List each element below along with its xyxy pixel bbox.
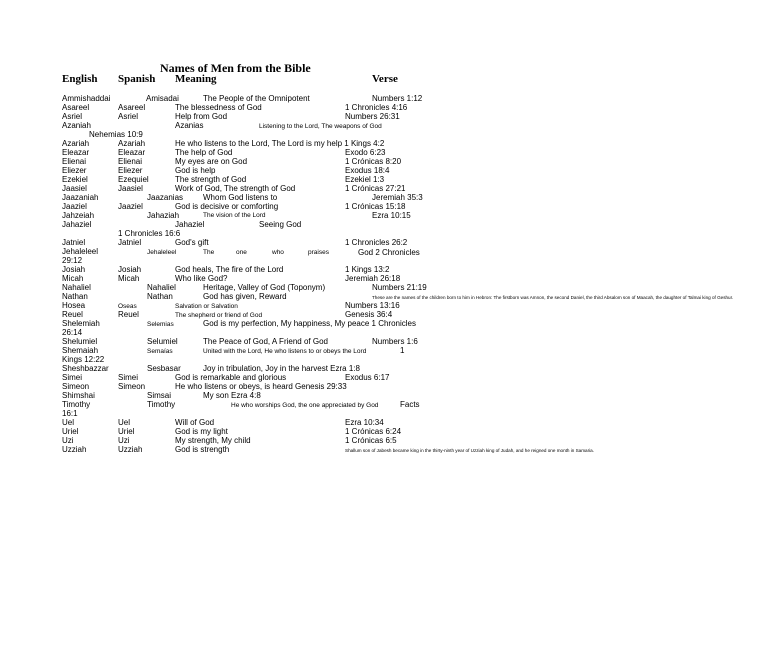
- text-line: 1 Crónicas 6:5: [345, 436, 397, 445]
- text-line: Elienai: [118, 157, 143, 166]
- text-line: The: [203, 249, 215, 256]
- header-english: English: [62, 73, 98, 85]
- text-line: Jahaziel: [175, 220, 205, 229]
- text-line: Azariah: [118, 139, 146, 148]
- text-line: Asareel: [62, 103, 90, 112]
- text-line: God is help: [175, 166, 216, 175]
- text-line: 1 Chronicles 4:16: [345, 103, 408, 112]
- text-line: Jaasiel: [118, 184, 143, 193]
- text-line: 16:1: [62, 409, 78, 418]
- text-line: 26:14: [62, 328, 83, 337]
- header-meaning: Meaning: [175, 73, 217, 85]
- text-line: 1 Chronicles 16:6: [118, 229, 181, 238]
- header-spanish: Spanish: [118, 73, 156, 85]
- text-line: Shelemiah: [62, 319, 100, 328]
- text-line: Uriel: [62, 427, 79, 436]
- text-line: My eyes are on God: [175, 157, 248, 166]
- text-line: Uzziah: [118, 445, 143, 454]
- text-line: Asriel: [62, 112, 83, 121]
- text-line: Exodus 6:17: [345, 373, 390, 382]
- text-line: Heritage, Valley of God (Toponym): [203, 283, 326, 292]
- text-line: 1: [400, 346, 405, 355]
- text-line: Jaazaniah: [62, 193, 99, 202]
- text-line: Who like God?: [175, 274, 228, 283]
- text-line: The blessedness of God: [175, 103, 262, 112]
- text-line: Ezra 10:34: [345, 418, 384, 427]
- text-line: Ezekiel 1:3: [345, 175, 385, 184]
- text-line: Numbers 1:6: [372, 337, 418, 346]
- text-line: Timothy: [147, 400, 176, 409]
- text-line: Timothy: [62, 400, 91, 409]
- text-line: 1 Crónicas 27:21: [345, 184, 406, 193]
- text-line: Jatniel: [62, 238, 86, 247]
- text-line: Jehaleleel: [62, 247, 99, 256]
- text-line: God is strength: [175, 445, 230, 454]
- text-line: He who worships God, the one appreciated by God: [231, 402, 379, 409]
- text-line: 1 Crónicas 8:20: [345, 157, 402, 166]
- text-line: 1 Kings 13:2: [345, 265, 390, 274]
- text-line: Ammishaddai: [62, 94, 111, 103]
- text-line: Josiah: [62, 265, 86, 274]
- text-line: The help of God: [175, 148, 233, 157]
- text-line: He who listens to the Lord, The Lord is my help 1 Kings 4:2: [175, 139, 385, 148]
- text-line: These are the names of the children born to him in Hebron: The firstborn was Amnon, the second Daniel, the third Absalom son of Maacah, the daughter of Talmai king of Geshur.: [372, 295, 734, 300]
- text-line: Shelumiel: [62, 337, 98, 346]
- text-line: Salvation or Salvation: [175, 303, 238, 310]
- text-line: Ezra 10:15: [372, 211, 411, 220]
- text-line: Eleazar: [62, 148, 90, 157]
- text-line: Shallum son of Jabesh became king in the thirty-ninth year of Uzziah king of Judah, and he reigned one month in Samaria.: [345, 448, 594, 453]
- text-line: Seeing God: [259, 220, 302, 229]
- text-line: Whom God listens to: [203, 193, 278, 202]
- text-line: Oseas: [118, 303, 137, 310]
- text-line: Eliezer: [118, 166, 143, 175]
- text-line: Reuel: [118, 310, 139, 319]
- text-line: God is my perfection, My happiness, My peace 1 Chronicles: [203, 319, 416, 328]
- text-line: Nehemias 10:9: [89, 130, 143, 139]
- text-line: Jahzeiah: [62, 211, 95, 220]
- text-line: Ezekiel: [62, 175, 88, 184]
- text-line: United with the Lord, He who listens to or obeys the Lord: [203, 348, 367, 355]
- text-line: Numbers 13:16: [345, 301, 400, 310]
- text-line: Simei: [118, 373, 139, 382]
- text-line: 29:12: [62, 256, 83, 265]
- text-line: Exodo 6:23: [345, 148, 386, 157]
- text-line: Micah: [118, 274, 140, 283]
- header-verse: Verse: [372, 73, 398, 85]
- text-line: Azanias: [175, 121, 204, 130]
- text-line: Selemias: [147, 321, 174, 328]
- text-line: God has given, Reward: [203, 292, 287, 301]
- text-line: Simeon: [62, 382, 90, 391]
- text-line: The People of the Omnipotent: [203, 94, 310, 103]
- text-line: Facts: [400, 400, 420, 409]
- text-line: The strength of God: [175, 175, 247, 184]
- text-line: Nahaliel: [147, 283, 176, 292]
- text-line: Uzi: [62, 436, 74, 445]
- text-line: Uel: [118, 418, 131, 427]
- text-line: Ezequiel: [118, 175, 149, 184]
- text-line: Uriel: [118, 427, 135, 436]
- document-title: Names of Men from the Bible: [160, 61, 311, 75]
- text-line: Uzziah: [62, 445, 87, 454]
- text-line: Jaaziel: [118, 202, 143, 211]
- text-line: My son Ezra 4:8: [203, 391, 261, 400]
- text-line: God heals, The fire of the Lord: [175, 265, 284, 274]
- text-line: Semaías: [147, 348, 173, 355]
- text-line: who: [272, 249, 284, 256]
- text-line: God is my light: [175, 427, 228, 436]
- text-line: Eliezer: [62, 166, 87, 175]
- text-line: Jaaziel: [62, 202, 87, 211]
- text-line: Listening to the Lord, The weapons of God: [259, 123, 382, 130]
- text-line: Asriel: [118, 112, 139, 121]
- text-line: God 2 Chronicles: [358, 248, 420, 257]
- text-line: Work of God, The strength of God: [175, 184, 296, 193]
- text-line: 1 Crónicas 15:18: [345, 202, 406, 211]
- text-line: Numbers 21:19: [372, 283, 427, 292]
- text-line: Joy in tribulation, Joy in the harvest Ezra 1:8: [203, 364, 360, 373]
- text-line: praises: [308, 249, 329, 256]
- text-line: Micah: [62, 274, 84, 283]
- text-line: Selumiel: [147, 337, 178, 346]
- text-line: Josiah: [118, 265, 142, 274]
- text-line: Jeremiah 26:18: [345, 274, 401, 283]
- text-line: Jaazanias: [147, 193, 184, 202]
- text-line: Azaniah: [62, 121, 91, 130]
- text-line: Azariah: [62, 139, 90, 148]
- text-line: Exodus 18:4: [345, 166, 390, 175]
- text-line: Sesbasar: [147, 364, 181, 373]
- text-line: Shimshai: [62, 391, 95, 400]
- text-line: God is remarkable and glorious: [175, 373, 287, 382]
- text-line: Hosea: [62, 301, 86, 310]
- text-line: Jahaziah: [147, 211, 180, 220]
- text-line: The Peace of God, A Friend of God: [203, 337, 328, 346]
- text-line: Simeon: [118, 382, 146, 391]
- text-line: The shepherd or friend of God: [175, 312, 263, 319]
- text-line: Elienai: [62, 157, 87, 166]
- text-line: God is decisive or comforting: [175, 202, 279, 211]
- text-line: Jaasiel: [62, 184, 87, 193]
- text-line: Nahaliel: [62, 283, 91, 292]
- text-line: Simei: [62, 373, 83, 382]
- text-line: Jehaleleel: [147, 249, 177, 256]
- text-line: 1 Chronicles 26:2: [345, 238, 408, 247]
- text-line: Numbers 26:31: [345, 112, 400, 121]
- text-line: Sheshbazzar: [62, 364, 109, 373]
- text-line: My strength, My child: [175, 436, 251, 445]
- text-line: God's gift: [175, 238, 209, 247]
- text-line: Uel: [62, 418, 75, 427]
- text-line: Jatniel: [118, 238, 142, 247]
- text-line: Numbers 1:12: [372, 94, 423, 103]
- text-line: one: [236, 249, 247, 256]
- text-line: Jahaziel: [62, 220, 92, 229]
- text-line: Shemaiah: [62, 346, 99, 355]
- text-line: He who listens or obeys, is heard Genesis 29:33: [175, 382, 347, 391]
- text-line: Eleazar: [118, 148, 146, 157]
- text-line: Nathan: [147, 292, 173, 301]
- text-line: Genesis 36:4: [345, 310, 393, 319]
- text-line: Amisadai: [146, 94, 179, 103]
- text-line: Kings 12:22: [62, 355, 105, 364]
- text-line: 1 Crónicas 6:24: [345, 427, 402, 436]
- text-line: Simsai: [147, 391, 172, 400]
- text-line: Help from God: [175, 112, 228, 121]
- text-line: Reuel: [62, 310, 83, 319]
- text-line: Uzi: [118, 436, 130, 445]
- text-line: Will of God: [175, 418, 215, 427]
- text-line: Nathan: [62, 292, 88, 301]
- text-line: Asareel: [118, 103, 146, 112]
- text-line: Jeremiah 35:3: [372, 193, 423, 202]
- text-line: The vision of the Lord: [203, 212, 266, 219]
